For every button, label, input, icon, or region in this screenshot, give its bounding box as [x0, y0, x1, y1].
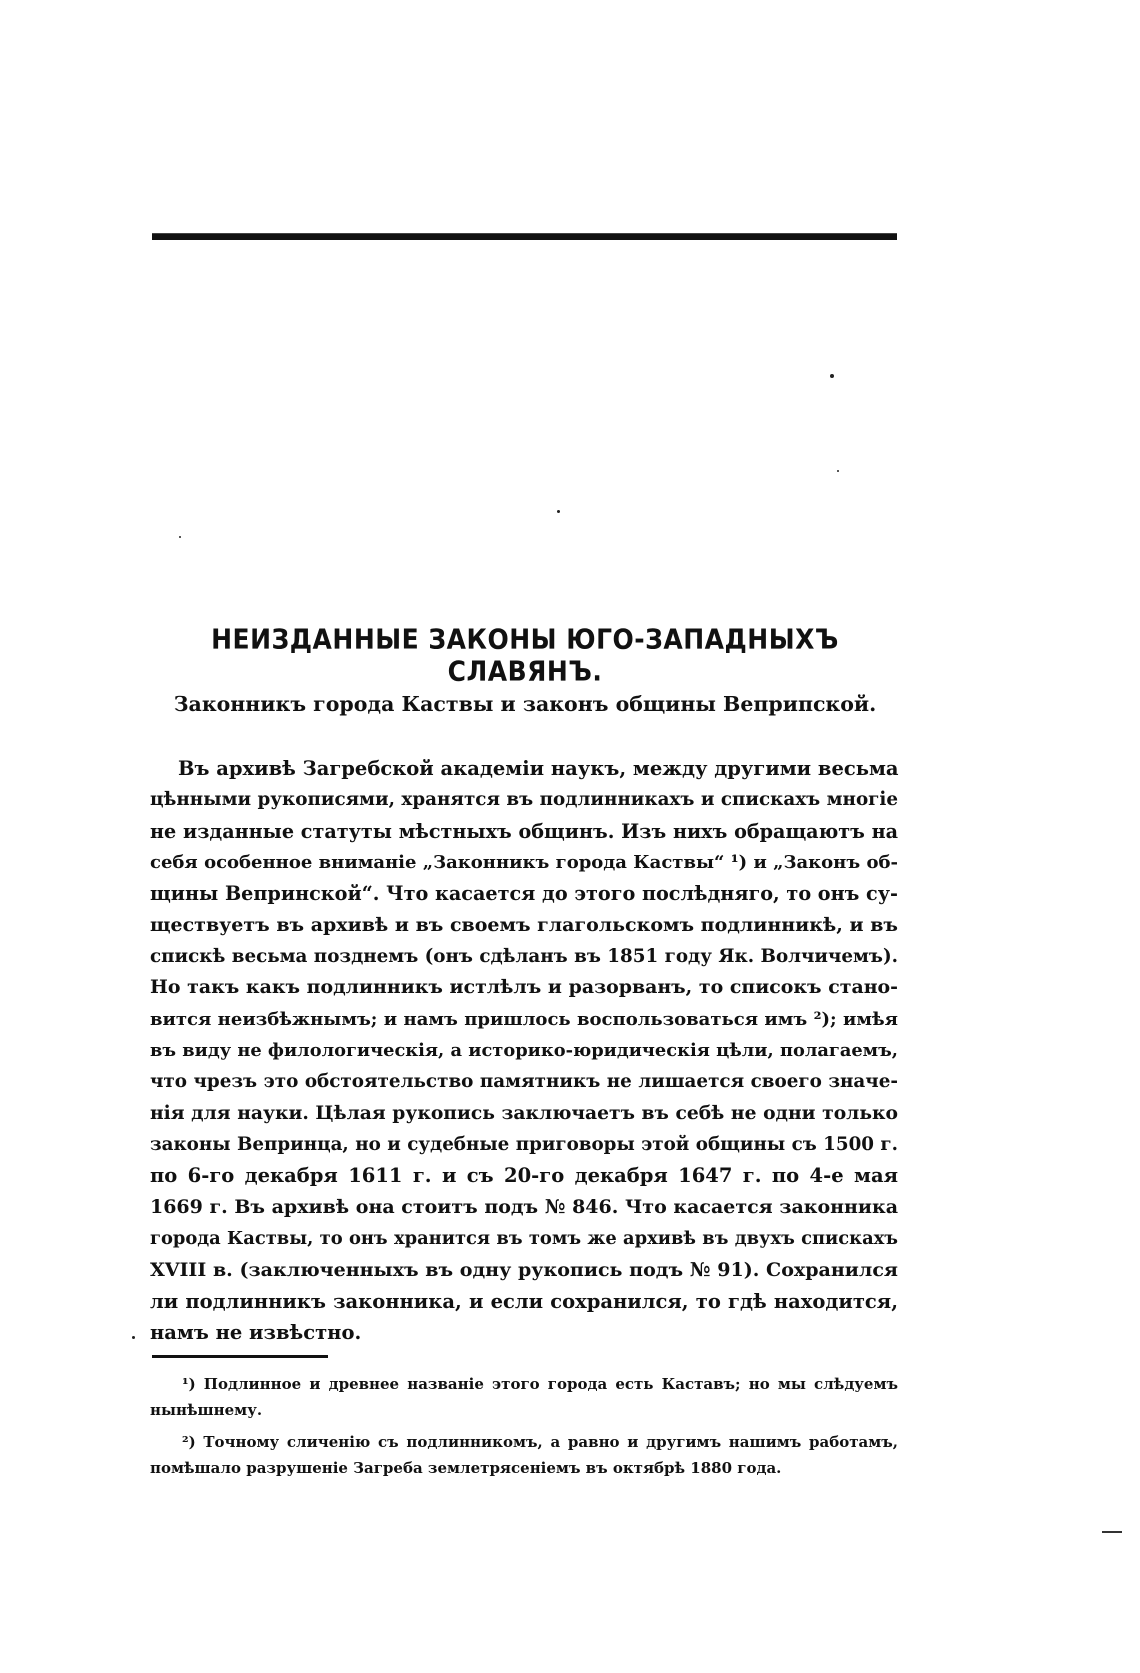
body-line: вится неизбѣжнымъ; и намъ пришлось воспользоваться имъ ²); имѣя [150, 1008, 898, 1030]
body-line: 1669 г. Въ архивѣ она стоитъ подъ № 846. Что касается законника [150, 1195, 898, 1218]
footnote-line: нынѣшнему. [150, 1401, 263, 1419]
print-speck [837, 470, 839, 472]
body-line: спискѣ весьма позднемъ (онъ сдѣланъ въ 1851 году Як. Волчичемъ). [150, 946, 898, 968]
body-line: нія для науки. Цѣлая рукопись заключаетъ въ себѣ не одни только [150, 1101, 898, 1124]
body-line: въ виду не филологическія, а историко-юридическія цѣли, полагаемъ, [150, 1040, 898, 1062]
footnote-line: ²) Точному сличенію съ подлинникомъ, а равно и другимъ нашимъ работамъ, [182, 1433, 898, 1451]
print-speck [179, 536, 181, 538]
body-line: что чрезъ это обстоятельство памятникъ не лишается своего значе- [150, 1071, 898, 1093]
body-line: не изданные статуты мѣстныхъ общинъ. Изъ нихъ обращаютъ на [150, 819, 898, 843]
header-rule [152, 233, 897, 240]
body-line: XVIII в. (заключенныхъ въ одну рукопись подъ № 91). Сохранился [150, 1258, 898, 1281]
body-line: законы Вепринца, но и судебные приговоры этой общины съ 1500 г. [150, 1134, 898, 1156]
footnote-rule [152, 1355, 328, 1358]
footnote-line: ¹) Подлинное и древнее названіе этого города есть Каставъ; но мы слѣдуемъ [182, 1375, 898, 1393]
footnotes [150, 1371, 898, 1481]
body-line: ществуетъ въ архивѣ и въ своемъ глагольскомъ подлинникѣ, и въ [150, 913, 898, 936]
body-line: города Каствы, то онъ хранится въ томъ же архивѣ въ двухъ спискахъ [150, 1228, 898, 1250]
body-line: щины Вепринской“. Что касается до этого послѣдняго, то онъ су- [150, 882, 898, 906]
print-speck [132, 1336, 135, 1339]
body-line: Но такъ какъ подлинникъ истлѣлъ и разорванъ, то списокъ стано- [150, 976, 898, 999]
body-line: Въ архивѣ Загребской академіи наукъ, между другими весьма [178, 757, 899, 780]
margin-mark [1102, 1531, 1122, 1533]
footnote-line: помѣшало разрушеніе Загреба землетрясеніемъ въ октябрѣ 1880 года. [150, 1459, 782, 1477]
print-speck [557, 510, 560, 513]
print-speck [830, 374, 834, 378]
article-title: НЕИЗДАННЫЕ ЗАКОНЫ ЮГО-ЗАПАДНЫХЪ СЛАВЯНЪ. [211, 623, 839, 687]
body-line: намъ не извѣстно. [150, 1321, 362, 1345]
body-line: цѣнными рукописями, хранятся въ подлинникахъ и спискахъ многіе [150, 789, 898, 811]
article-subtitle: Законникъ города Каствы и законъ общины Веприпской. [173, 692, 877, 716]
body-line: себя особенное вниманіе „Законникъ города Каствы“ ¹) и „Законъ об- [150, 852, 898, 874]
body-paragraph [150, 753, 898, 1349]
body-line: ли подлинникъ законника, и если сохранился, то гдѣ находится, [150, 1289, 898, 1313]
body-line: по 6-го декабря 1611 г. и съ 20-го декабря 1647 г. по 4-е мая [150, 1164, 898, 1188]
